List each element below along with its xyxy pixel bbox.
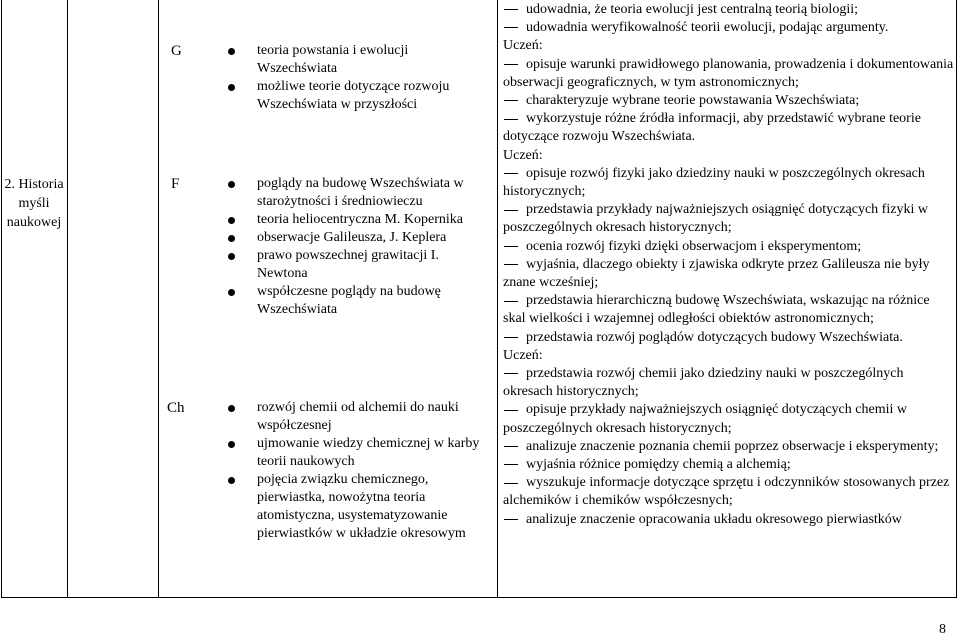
- dash-icon: [504, 373, 518, 374]
- objective-item: charakteryzuje wybrane teorie powstawania Wszechświata;: [503, 92, 955, 110]
- dash-icon: [504, 337, 518, 338]
- objective-item: wyjaśnia różnice pomiędzy chemią a alchemią;: [503, 456, 955, 474]
- table-divider-2: [158, 0, 159, 598]
- table-divider-1: [67, 0, 68, 598]
- dash-icon: [504, 119, 518, 120]
- section-code-g: G: [171, 43, 182, 59]
- objective-item: opisuje rozwój fizyki jako dziedziny nauki w poszczególnych okresach historycznych;: [503, 165, 925, 200]
- objectives-column: [503, 1, 955, 529]
- list-item: obserwacje Galileusza, J. Keplera: [228, 229, 486, 247]
- bullet-icon: [228, 217, 235, 224]
- bullet-icon: [228, 253, 235, 260]
- dash-icon: [504, 301, 518, 302]
- dash-icon: [504, 446, 518, 447]
- list-item: rozwój chemii od alchemii do nauki współczesnej: [228, 399, 486, 435]
- bullet-list-g: [228, 42, 486, 114]
- bullet-icon: [228, 441, 235, 448]
- dash-icon: [504, 483, 518, 484]
- dash-icon: [504, 9, 518, 10]
- table-divider-3: [497, 0, 498, 598]
- list-item: poglądy na budowę Wszechświata w starożytności i średniowieczu: [228, 175, 486, 211]
- objective-item: ocenia rozwój fizyki dzięki obserwacjom i eksperymentom;: [503, 238, 955, 256]
- topic-line-2: myśli: [18, 196, 50, 211]
- dash-icon: [504, 64, 518, 65]
- section-code-ch: Ch: [167, 400, 185, 416]
- bullet-icon: [228, 84, 235, 91]
- objective-item: analizuje znaczenie opracowania układu okresowego pierwiastków: [503, 511, 955, 529]
- list-item: teoria powstania i ewolucji Wszechświata: [228, 42, 486, 78]
- dash-icon: [504, 246, 518, 247]
- bullet-icon: [228, 405, 235, 412]
- dash-icon: [504, 410, 518, 411]
- bullet-list-f: [228, 175, 486, 319]
- objective-item: przedstawia rozwój poglądów dotyczących budowy Wszechświata.: [503, 329, 955, 347]
- dash-icon: [504, 464, 518, 465]
- objective-item: wyszukuje informacje dotyczące sprzętu i odczynników stosowanych przez alchemików i chemików współczesnych;: [503, 475, 950, 509]
- objective-item: opisuje warunki prawidłowego planowania, prowadzenia i dokumentowania obserwacji geograficznych, w tym astronomicznych;: [503, 56, 954, 90]
- list-item: współczesne poglądy na budowę Wszechświata: [228, 283, 486, 319]
- table-border-bottom: [1, 597, 957, 598]
- list-item: prawo powszechnej grawitacji I. Newtona: [228, 247, 486, 283]
- objective-item: udowadnia, że teoria ewolucji jest centralną teorią biologii;: [503, 1, 955, 19]
- list-item: ujmowanie wiedzy chemicznej w karby teorii naukowych: [228, 435, 486, 471]
- table-border-right: [956, 0, 957, 598]
- student-heading-g: Uczeń:: [503, 38, 543, 54]
- student-heading-f: Uczeń:: [503, 147, 543, 163]
- objective-item: przedstawia hierarchiczną budowę Wszechświata, wskazując na różnice skal wielkości i wzajemnej odległości obiektów astronomicznych;: [503, 293, 930, 327]
- dash-icon: [504, 27, 518, 28]
- dash-icon: [504, 173, 518, 174]
- topic-cell: [2, 175, 66, 232]
- bullet-icon: [228, 48, 235, 55]
- dash-icon: [504, 519, 518, 520]
- objective-item: udowadnia weryfikowalność teorii ewolucji, podając argumenty.: [503, 19, 955, 37]
- bullet-list-ch: [228, 399, 486, 543]
- list-item: teoria heliocentryczna M. Kopernika: [228, 211, 486, 229]
- objective-item: opisuje przykłady najważniejszych osiągnięć dotyczących chemii w poszczególnych okresach historycznych;: [503, 402, 907, 436]
- list-item: pojęcia związku chemicznego, pierwiastka, nowożytna teoria atomistyczna, usystematyzowanie pierwiastków w układzie okresowym: [228, 471, 486, 543]
- student-heading-ch: Uczeń:: [503, 347, 543, 363]
- objective-item: przedstawia rozwój chemii jako dziedziny nauki w poszczególnych okresach historycznych;: [503, 366, 904, 400]
- table-border-left: [1, 0, 2, 598]
- objective-item: przedstawia przykłady najważniejszych osiągnięć dotyczących fizyki w poszczególnych okresach historycznych;: [503, 202, 928, 236]
- dash-icon: [504, 264, 518, 265]
- page-number: 8: [939, 622, 946, 637]
- topic-line-3: naukowej: [6, 215, 62, 230]
- dash-icon: [504, 100, 518, 101]
- bullet-icon: [228, 477, 235, 484]
- topic-line-1: 2. Historia: [4, 177, 64, 192]
- bullet-icon: [228, 181, 235, 188]
- section-code-f: F: [171, 176, 180, 192]
- objective-item: wyjaśnia, dlaczego obiekty i zjawiska odkryte przez Galileusza nie były znane wcześniej;: [503, 256, 930, 291]
- objective-item: wykorzystuje różne źródła informacji, aby przedstawić wybrane teorie dotyczące rozwoju Wszechświata.: [503, 111, 921, 145]
- bullet-icon: [228, 289, 235, 296]
- dash-icon: [504, 210, 518, 211]
- list-item: możliwe teorie dotyczące rozwoju Wszechświata w przyszłości: [228, 78, 486, 114]
- objective-item: analizuje znaczenie poznania chemii poprzez obserwacje i eksperymenty;: [503, 438, 955, 456]
- bullet-icon: [228, 235, 235, 242]
